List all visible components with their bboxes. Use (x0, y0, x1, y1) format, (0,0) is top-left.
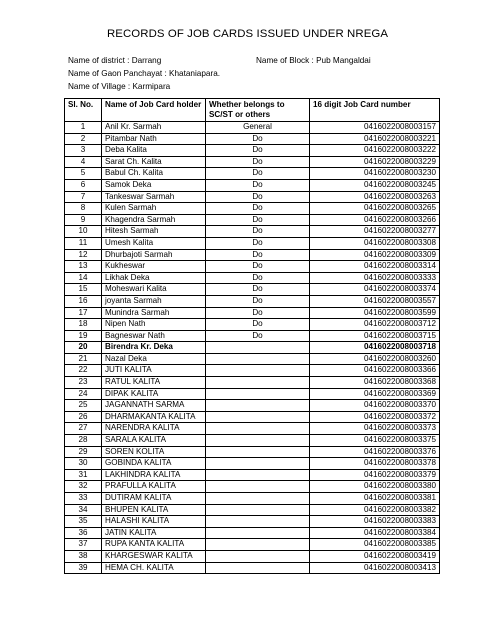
cell-job-card-number: 0416022008003368 (310, 377, 440, 389)
cell-holder-name: GOBINDA KALITA (102, 458, 206, 470)
cell-category (206, 469, 310, 481)
table-row (65, 272, 440, 284)
cell-job-card-number: 0416022008003265 (310, 203, 440, 215)
cell-sl-no: 6 (65, 179, 102, 191)
table-row (65, 458, 440, 470)
header-holder-name: Name of Job Card holder (102, 99, 206, 122)
cell-sl-no: 22 (65, 365, 102, 377)
table-row (65, 539, 440, 551)
cell-job-card-number: 0416022008003221 (310, 133, 440, 145)
cell-holder-name: Samok Deka (102, 179, 206, 191)
cell-job-card-number: 0416022008003381 (310, 493, 440, 505)
table-row (65, 481, 440, 493)
cell-category (206, 353, 310, 365)
cell-job-card-number: 0416022008003718 (310, 342, 440, 354)
cell-holder-name: DUTIRAM KALITA (102, 493, 206, 505)
cell-holder-name: Bagneswar Nath (102, 330, 206, 342)
cell-category: Do (206, 168, 310, 180)
table-row (65, 249, 440, 261)
job-card-records-table (64, 98, 440, 574)
cell-category (206, 539, 310, 551)
header-category: Whether belongs to SC/ST or others (206, 99, 310, 122)
cell-category (206, 446, 310, 458)
cell-job-card-number: 0416022008003229 (310, 156, 440, 168)
cell-category: Do (206, 133, 310, 145)
cell-job-card-number: 0416022008003413 (310, 562, 440, 574)
cell-category (206, 550, 310, 562)
cell-sl-no: 8 (65, 203, 102, 215)
cell-job-card-number: 0416022008003370 (310, 400, 440, 412)
cell-sl-no: 19 (65, 330, 102, 342)
cell-job-card-number: 0416022008003366 (310, 365, 440, 377)
cell-sl-no: 29 (65, 446, 102, 458)
block-name: Name of Block : Pub Mangaldai (256, 56, 371, 65)
cell-job-card-number: 0416022008003599 (310, 307, 440, 319)
cell-category: Do (206, 284, 310, 296)
table-row (65, 226, 440, 238)
table-row (65, 330, 440, 342)
cell-job-card-number: 0416022008003376 (310, 446, 440, 458)
cell-holder-name: Pitambar Nath (102, 133, 206, 145)
cell-job-card-number: 0416022008003230 (310, 168, 440, 180)
cell-category: Do (206, 307, 310, 319)
district-name: Name of district : Darrang (68, 56, 162, 65)
cell-category (206, 388, 310, 400)
cell-sl-no: 31 (65, 469, 102, 481)
cell-sl-no: 10 (65, 226, 102, 238)
cell-sl-no: 39 (65, 562, 102, 574)
table-row (65, 527, 440, 539)
table-row (65, 388, 440, 400)
cell-sl-no: 21 (65, 353, 102, 365)
cell-holder-name: Tankeswar Sarmah (102, 191, 206, 203)
cell-sl-no: 2 (65, 133, 102, 145)
cell-holder-name: SARALA KALITA (102, 435, 206, 447)
header-job-card-number: 16 digit Job Card number (310, 99, 440, 122)
cell-sl-no: 11 (65, 237, 102, 249)
cell-sl-no: 26 (65, 411, 102, 423)
cell-sl-no: 16 (65, 295, 102, 307)
cell-holder-name: Khagendra Sarmah (102, 214, 206, 226)
cell-category (206, 365, 310, 377)
cell-holder-name: JATIN KALITA (102, 527, 206, 539)
cell-category (206, 562, 310, 574)
table-row (65, 261, 440, 273)
cell-holder-name: RUPA KANTA KALITA (102, 539, 206, 551)
cell-sl-no: 24 (65, 388, 102, 400)
cell-category (206, 493, 310, 505)
cell-sl-no: 1 (65, 122, 102, 134)
cell-job-card-number: 0416022008003712 (310, 319, 440, 331)
cell-holder-name: Birendra Kr. Deka (102, 342, 206, 354)
table-row (65, 562, 440, 574)
cell-sl-no: 18 (65, 319, 102, 331)
cell-job-card-number: 0416022008003374 (310, 284, 440, 296)
cell-job-card-number: 0416022008003380 (310, 481, 440, 493)
cell-category (206, 458, 310, 470)
cell-job-card-number: 0416022008003372 (310, 411, 440, 423)
table-row (65, 493, 440, 505)
cell-holder-name: DHARMAKANTA KALITA (102, 411, 206, 423)
cell-category (206, 516, 310, 528)
cell-job-card-number: 0416022008003314 (310, 261, 440, 273)
cell-category: Do (206, 319, 310, 331)
table-row (65, 156, 440, 168)
table-row (65, 400, 440, 412)
cell-category (206, 435, 310, 447)
table-row (65, 307, 440, 319)
cell-holder-name: LAKHINDRA KALITA (102, 469, 206, 481)
table-row (65, 446, 440, 458)
table-row (65, 550, 440, 562)
table-row (65, 168, 440, 180)
cell-category: Do (206, 261, 310, 273)
cell-sl-no: 27 (65, 423, 102, 435)
cell-holder-name: Nazal Deka (102, 353, 206, 365)
cell-job-card-number: 0416022008003157 (310, 122, 440, 134)
cell-holder-name: Munindra Sarmah (102, 307, 206, 319)
cell-sl-no: 38 (65, 550, 102, 562)
table-row (65, 191, 440, 203)
cell-category: Do (206, 330, 310, 342)
cell-sl-no: 20 (65, 342, 102, 354)
cell-sl-no: 15 (65, 284, 102, 296)
cell-category: Do (206, 249, 310, 261)
cell-category (206, 504, 310, 516)
table-row (65, 469, 440, 481)
cell-job-card-number: 0416022008003383 (310, 516, 440, 528)
cell-job-card-number: 0416022008003263 (310, 191, 440, 203)
cell-category: Do (206, 272, 310, 284)
table-row (65, 203, 440, 215)
cell-category: Do (206, 145, 310, 157)
cell-category (206, 411, 310, 423)
cell-holder-name: Moheswari Kalita (102, 284, 206, 296)
cell-category (206, 527, 310, 539)
cell-job-card-number: 0416022008003222 (310, 145, 440, 157)
cell-sl-no: 7 (65, 191, 102, 203)
table-row (65, 516, 440, 528)
cell-sl-no: 9 (65, 214, 102, 226)
cell-holder-name: HEMA CH. KALITA (102, 562, 206, 574)
village-name: Name of Village : Karmipara (68, 82, 171, 91)
cell-holder-name: Sarat Ch. Kalita (102, 156, 206, 168)
cell-category (206, 400, 310, 412)
cell-sl-no: 5 (65, 168, 102, 180)
cell-holder-name: Kulen Sarmah (102, 203, 206, 215)
cell-sl-no: 36 (65, 527, 102, 539)
cell-holder-name: Hitesh Sarmah (102, 226, 206, 238)
cell-job-card-number: 0416022008003378 (310, 458, 440, 470)
cell-holder-name: JAGANNATH SARMA (102, 400, 206, 412)
cell-sl-no: 13 (65, 261, 102, 273)
cell-category: Do (206, 191, 310, 203)
header-sl-no: Sl. No. (65, 99, 102, 122)
cell-job-card-number: 0416022008003373 (310, 423, 440, 435)
cell-job-card-number: 0416022008003369 (310, 388, 440, 400)
cell-job-card-number: 0416022008003260 (310, 353, 440, 365)
cell-holder-name: BHUPEN KALITA (102, 504, 206, 516)
cell-sl-no: 17 (65, 307, 102, 319)
cell-job-card-number: 0416022008003309 (310, 249, 440, 261)
table-row (65, 411, 440, 423)
table-row (65, 295, 440, 307)
cell-holder-name: KHARGESWAR KALITA (102, 550, 206, 562)
page-title: RECORDS OF JOB CARDS ISSUED UNDER NREGA (106, 28, 389, 40)
cell-job-card-number: 0416022008003385 (310, 539, 440, 551)
cell-sl-no: 35 (65, 516, 102, 528)
cell-job-card-number: 0416022008003382 (310, 504, 440, 516)
cell-category: Do (206, 214, 310, 226)
table-row (65, 353, 440, 365)
gaon-panchayat-name: Name of Gaon Panchayat : Khataniapara. (68, 69, 221, 78)
table-row (65, 133, 440, 145)
cell-sl-no: 23 (65, 377, 102, 389)
cell-job-card-number: 0416022008003557 (310, 295, 440, 307)
cell-category (206, 377, 310, 389)
cell-sl-no: 3 (65, 145, 102, 157)
cell-job-card-number: 0416022008003277 (310, 226, 440, 238)
cell-job-card-number: 0416022008003375 (310, 435, 440, 447)
cell-job-card-number: 0416022008003379 (310, 469, 440, 481)
cell-category: Do (206, 237, 310, 249)
cell-job-card-number: 0416022008003384 (310, 527, 440, 539)
cell-sl-no: 34 (65, 504, 102, 516)
cell-holder-name: Anil Kr. Sarmah (102, 122, 206, 134)
table-row (65, 122, 440, 134)
table-row (65, 365, 440, 377)
cell-job-card-number: 0416022008003266 (310, 214, 440, 226)
cell-holder-name: Umesh Kalita (102, 237, 206, 249)
cell-job-card-number: 0416022008003715 (310, 330, 440, 342)
cell-category: Do (206, 203, 310, 215)
cell-sl-no: 37 (65, 539, 102, 551)
table-row (65, 435, 440, 447)
cell-holder-name: Dhurbajoti Sarmah (102, 249, 206, 261)
cell-job-card-number: 0416022008003333 (310, 272, 440, 284)
cell-job-card-number: 0416022008003308 (310, 237, 440, 249)
cell-sl-no: 25 (65, 400, 102, 412)
table-row (65, 342, 440, 354)
cell-sl-no: 33 (65, 493, 102, 505)
cell-holder-name: NARENDRA KALITA (102, 423, 206, 435)
cell-holder-name: DIPAK KALITA (102, 388, 206, 400)
table-row (65, 284, 440, 296)
cell-holder-name: RATUL KALITA (102, 377, 206, 389)
cell-holder-name: joyanta Sarmah (102, 295, 206, 307)
table-row (65, 319, 440, 331)
table-row (65, 237, 440, 249)
cell-category: Do (206, 295, 310, 307)
cell-sl-no: 32 (65, 481, 102, 493)
cell-sl-no: 12 (65, 249, 102, 261)
table-body (65, 122, 440, 574)
cell-category: General (206, 122, 310, 134)
cell-category: Do (206, 226, 310, 238)
cell-holder-name: Babul Ch. Kalita (102, 168, 206, 180)
cell-sl-no: 4 (65, 156, 102, 168)
cell-holder-name: JUTI KALITA (102, 365, 206, 377)
cell-holder-name: HALASHI KALITA (102, 516, 206, 528)
cell-holder-name: Deba Kalita (102, 145, 206, 157)
cell-holder-name: PRAFULLA KALITA (102, 481, 206, 493)
table-header-row (65, 99, 440, 122)
cell-sl-no: 14 (65, 272, 102, 284)
cell-category (206, 423, 310, 435)
table-row (65, 145, 440, 157)
cell-sl-no: 30 (65, 458, 102, 470)
cell-job-card-number: 0416022008003245 (310, 179, 440, 191)
table-row (65, 377, 440, 389)
cell-job-card-number: 0416022008003419 (310, 550, 440, 562)
cell-category: Do (206, 179, 310, 191)
cell-holder-name: Nipen Nath (102, 319, 206, 331)
table-row (65, 423, 440, 435)
cell-category: Do (206, 156, 310, 168)
cell-holder-name: Kukheswar (102, 261, 206, 273)
table-row (65, 214, 440, 226)
table-row (65, 179, 440, 191)
cell-holder-name: SOREN KOLITA (102, 446, 206, 458)
cell-holder-name: Likhak Deka (102, 272, 206, 284)
cell-sl-no: 28 (65, 435, 102, 447)
table-row (65, 504, 440, 516)
cell-category (206, 342, 310, 354)
cell-category (206, 481, 310, 493)
